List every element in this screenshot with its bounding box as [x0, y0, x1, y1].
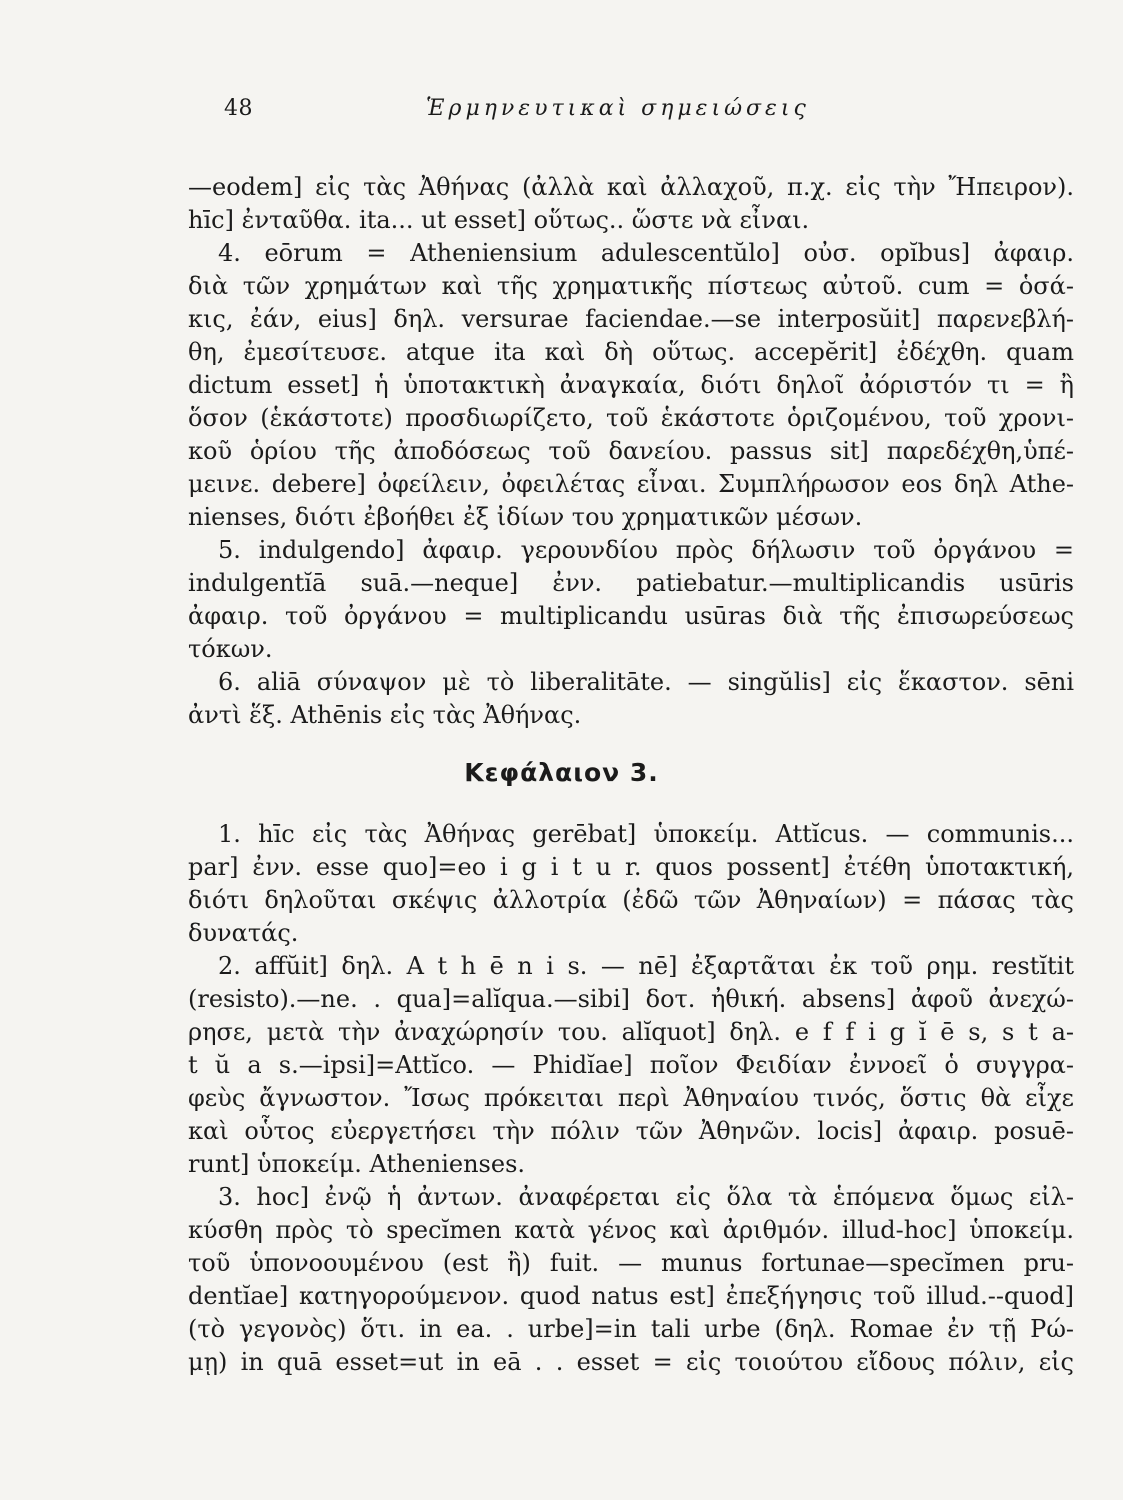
text-line: κύσθη πρὸς τὸ specĭmen κατὰ γένος καὶ ἀριθμόν. illud-hoc] ὑποκείμ.	[188, 1216, 1074, 1244]
running-title: Ἑρμηνευτικαὶ σημειώσεις	[426, 96, 810, 121]
text-line: (resisto).—ne. . qua]=alĭqua.—sibi] δοτ. ἠθική. absens] ἀφοῦ ἀνεχώ-	[188, 985, 1074, 1013]
text-line: 3. hoc] ἐνῷ ἡ ἀντων. ἀναφέρεται εἰς ὅλα τὰ ἑπόμενα ὅμως εἰλ-	[218, 1183, 1074, 1211]
text-line: par] ἐνν. esse quo]=eo i g i t u r. quos possent] ἐτέθη ὑποτακτική,	[188, 853, 1074, 881]
text-line: φεὺς ἄγνωστον. Ἴσως πρόκειται περὶ Ἀθηναίου τινός, ὅστις θὰ εἶχε	[188, 1084, 1074, 1112]
text-line: μεινε. debere] ὀφείλειν, ὀφειλέτας εἶναι. Συμπλήρωσον eos δηλ Athe-	[188, 470, 1074, 498]
page-number: 48	[224, 96, 253, 121]
page-header	[0, 96, 1123, 136]
text-line: ἀφαιρ. τοῦ ὀργάνου = multiplicandu usūras διὰ τῆς ἐπισωρεύσεως	[188, 602, 1074, 630]
text-line: dictum esset] ἡ ὑποτακτικὴ ἀναγκαία, διότι δηλοῖ ἀόριστόν τι = ἢ	[188, 371, 1074, 399]
text-line: διότι δηλοῦται σκέψις ἀλλοτρία (ἐδῶ τῶν Ἀθηναίων) = πάσας τὰς	[188, 886, 1074, 914]
text-line: τοῦ ὑπονοουμένου (est ἢ) fuit. — munus fortunae—specĭmen pru-	[188, 1249, 1074, 1277]
text-line: ἀντὶ ἕξ. Athēnis εἰς τὰς Ἀθήνας.	[188, 701, 582, 729]
text-line: 5. indulgendo] ἀφαιρ. γερουνδίου πρὸς δήλωσιν τοῦ ὀργάνου =	[218, 536, 1074, 564]
text-line: θη, ἐμεσίτευσε. atque ita καὶ δὴ οὕτως. accepĕrit] ἐδέχθη. quam	[188, 338, 1074, 366]
text-line: μῃ) in quā esset=ut in eā . . esset = εἰς τοιούτου εἴδους πόλιν, εἰς	[188, 1348, 1074, 1376]
text-line: indulgentĭā suā.—neque] ἐνν. patiebatur.—multiplicandis usūris	[188, 569, 1074, 597]
text-line: δυνατάς.	[188, 919, 299, 947]
commentary-block-one	[188, 171, 1074, 732]
commentary-block-two	[188, 818, 1074, 1379]
text-line: dentĭae] κατηγορούμενον. quod natus est] ἐπεξήγησις τοῦ illud.--quod]	[188, 1282, 1074, 1310]
text-line: t ŭ a s.—ipsi]=Attĭco. — Phidĭae] ποῖον Φειδίαν ἐννοεῖ ὁ συγγρα-	[188, 1051, 1074, 1079]
text-line: hīc] ἐνταῦθα. ita... ut esset] οὕτως.. ὥστε νὰ εἶναι.	[188, 206, 810, 234]
text-line: καὶ οὗτος εὐεργετήσει τὴν πόλιν τῶν Ἀθηνῶν. locis] ἀφαιρ. posuē-	[188, 1117, 1074, 1145]
text-line: 1. hīc εἰς τὰς Ἀθήνας gerēbat] ὑποκείμ. Attĭcus. — communis...	[218, 820, 1074, 848]
text-line: nienses, διότι ἐβοήθει ἐξ ἰδίων του χρηματικῶν μέσων.	[188, 503, 863, 531]
text-line: κις, ἐάν, eius] δηλ. versurae faciendae.—se interposŭit] παρενεβλή-	[188, 305, 1074, 333]
text-line: τόκων.	[188, 635, 273, 663]
text-line: —eodem] εἰς τὰς Ἀθήνας (ἀλλὰ καὶ ἀλλαχοῦ, π.χ. εἰς τὴν Ἤπειρον).	[188, 173, 1074, 201]
text-line: ὅσον (ἑκάστοτε) προσδιωρίζετο, τοῦ ἑκάστοτε ὁριζομένου, τοῦ χρονι-	[188, 404, 1074, 432]
text-line: 2. affŭit] δηλ. A t h ē n i s. — nē] ἐξαρτᾶται ἐκ τοῦ ρημ. restĭtit	[218, 952, 1074, 980]
text-line: ρησε, μετὰ τὴν ἀναχώρησίν του. alĭquot] δηλ. e f f i g ĭ ē s, s t a-	[188, 1018, 1074, 1046]
text-line: 4. eōrum = Atheniensium adulescentŭlo] οὐσ. opĭbus] ἀφαιρ.	[218, 239, 1074, 267]
text-line: (τὸ γεγονὸς) ὅτι. in ea. . urbe]=in tali urbe (δηλ. Romae ἐν τῇ Ρώ-	[188, 1315, 1074, 1343]
text-line: κοῦ ὁρίου τῆς ἀποδόσεως τοῦ δανείου. passus sit] παρεδέχθη,ὑπέ-	[188, 437, 1074, 465]
text-line: runt] ὑποκείμ. Athenienses.	[188, 1150, 526, 1178]
text-line: 6. aliā σύναψον μὲ τὸ liberalitāte. — singŭlis] εἰς ἕκαστον. sēni	[218, 668, 1074, 696]
chapter-heading: Κεφάλαιον 3.	[464, 758, 659, 787]
text-line: διὰ τῶν χρημάτων καὶ τῆς χρηματικῆς πίστεως αὐτοῦ. cum = ὁσά-	[188, 272, 1074, 300]
